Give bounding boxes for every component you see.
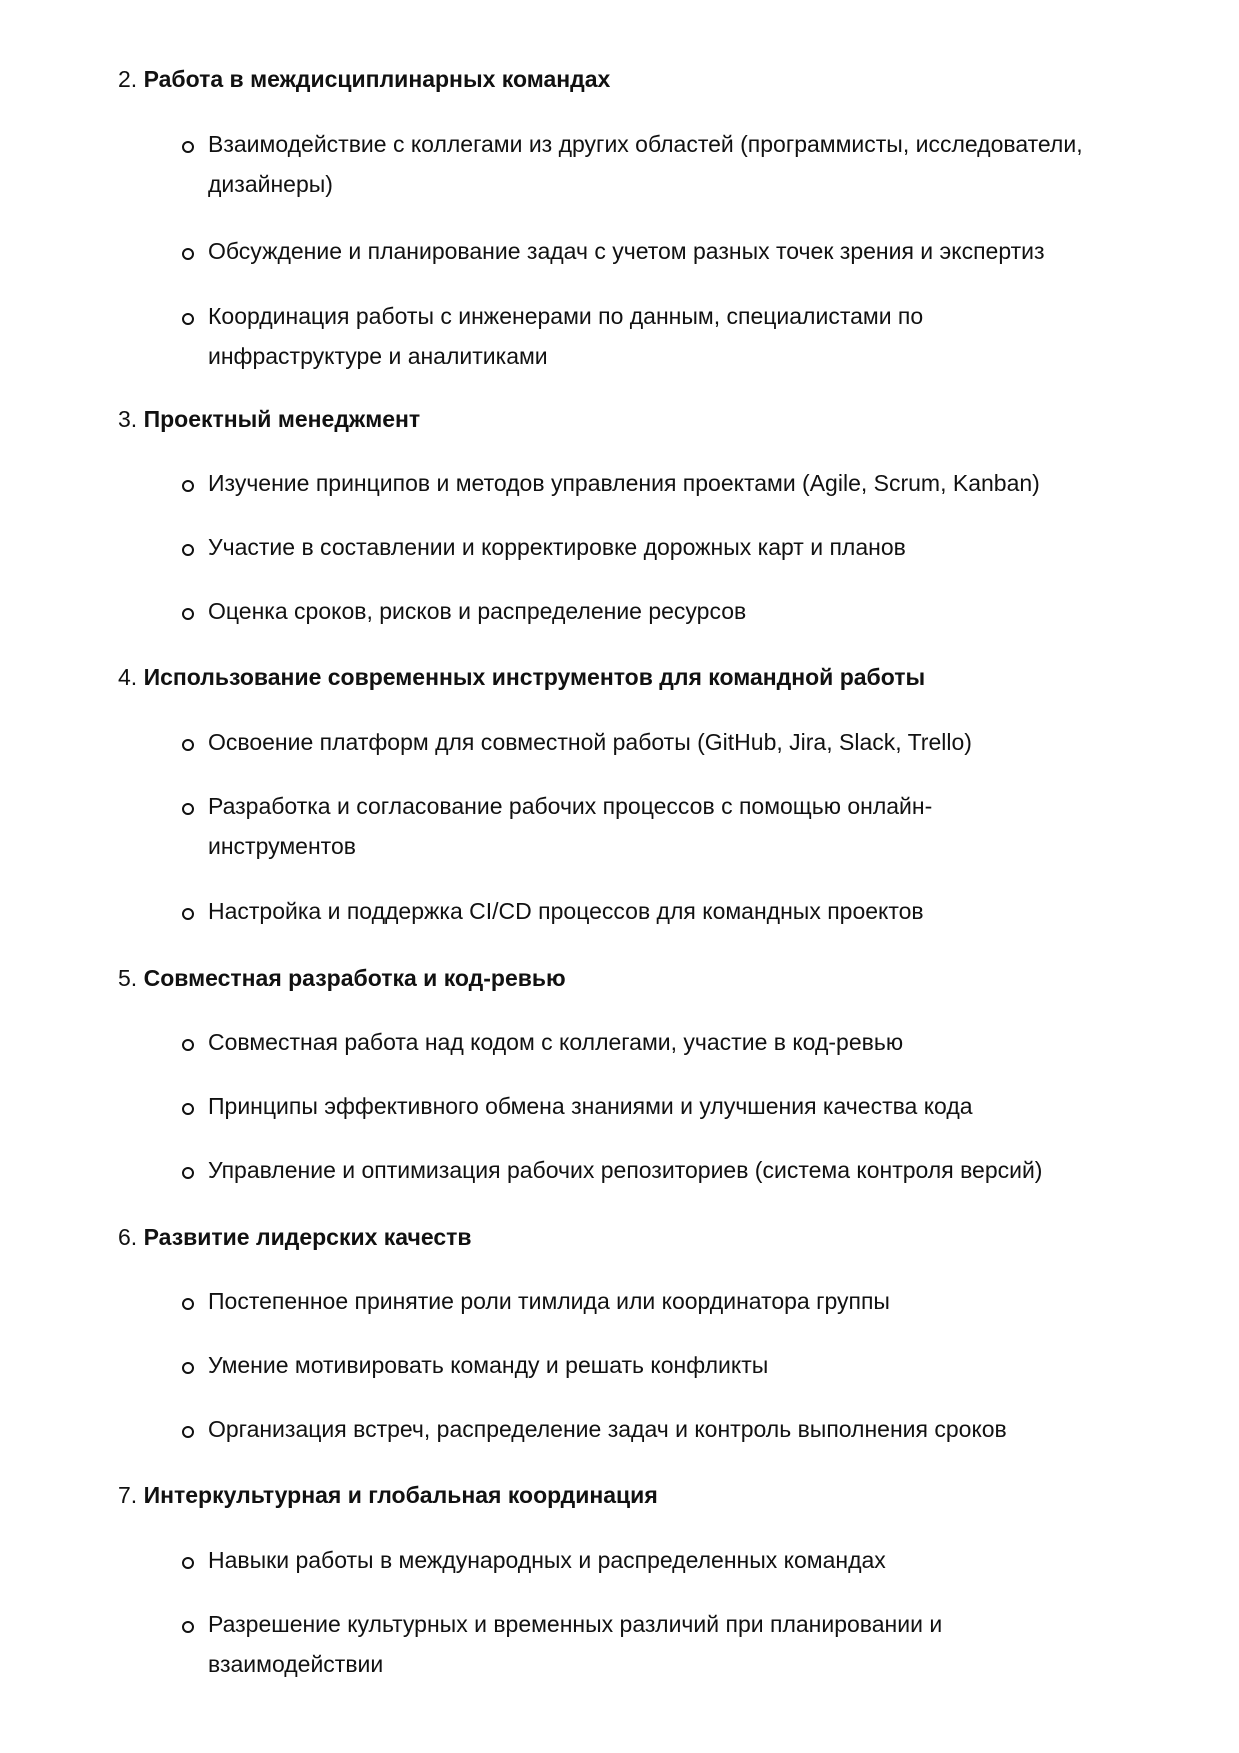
- hollow-bullet-icon: [180, 245, 196, 261]
- hollow-bullet-icon: [180, 1359, 196, 1375]
- list-item: [208, 786, 1168, 866]
- section-heading: [118, 404, 420, 434]
- list-item-line: Разрешение культурных и временных различий при планировании и: [208, 1611, 943, 1637]
- list-item-line: Изучение принципов и методов управления проектами (Agile, Scrum, Kanban): [208, 470, 1040, 496]
- list-item: [208, 1281, 1168, 1321]
- list-item-line: дизайнеры): [208, 171, 333, 197]
- list-item-line: инструментов: [208, 833, 356, 859]
- hollow-bullet-icon: [180, 1554, 196, 1570]
- section-heading: [118, 1222, 472, 1252]
- section-number: 2.: [118, 66, 138, 92]
- hollow-bullet-icon: [180, 310, 196, 326]
- list-item: [208, 527, 1168, 567]
- list-item: [208, 1022, 1168, 1062]
- hollow-bullet-icon: [180, 1100, 196, 1116]
- list-item-line: Обсуждение и планирование задач с учетом разных точек зрения и экспертиз: [208, 238, 1045, 264]
- hollow-bullet-icon: [180, 477, 196, 493]
- list-item-line: Настройка и поддержка CI/CD процессов для командных проектов: [208, 898, 924, 924]
- hollow-bullet-icon: [180, 1295, 196, 1311]
- section-number: 3.: [118, 406, 138, 432]
- list-item-line: Умение мотивировать команду и решать конфликты: [208, 1352, 769, 1378]
- list-item: [208, 1540, 1168, 1580]
- section-title: Интеркультурная и глобальная координация: [143, 1482, 658, 1508]
- hollow-bullet-icon: [180, 605, 196, 621]
- list-item-line: Участие в составлении и корректировке дорожных карт и планов: [208, 534, 906, 560]
- section-heading: [118, 662, 925, 692]
- hollow-bullet-icon: [180, 800, 196, 816]
- hollow-bullet-icon: [180, 905, 196, 921]
- list-item-line: Освоение платформ для совместной работы (GitHub, Jira, Slack, Trello): [208, 729, 972, 755]
- list-item-line: Управление и оптимизация рабочих репозиториев (система контроля версий): [208, 1157, 1043, 1183]
- section-title: Развитие лидерских качеств: [143, 1224, 472, 1250]
- list-item: [208, 463, 1168, 503]
- list-item-line: Координация работы с инженерами по данным, специалистами по: [208, 303, 924, 329]
- list-item: [208, 231, 1168, 271]
- list-item: [208, 1345, 1168, 1385]
- list-item: [208, 722, 1168, 762]
- list-item-line: Совместная работа над кодом с коллегами, участие в код-ревью: [208, 1029, 904, 1055]
- section-number: 6.: [118, 1224, 138, 1250]
- section-number: 7.: [118, 1482, 138, 1508]
- hollow-bullet-icon: [180, 1618, 196, 1634]
- hollow-bullet-icon: [180, 736, 196, 752]
- section-title: Использование современных инструментов для командной работы: [143, 664, 926, 690]
- section-heading: [118, 64, 610, 94]
- section-number: 4.: [118, 664, 138, 690]
- section-heading: [118, 1480, 658, 1510]
- list-item-line: взаимодействии: [208, 1651, 384, 1677]
- list-item-line: инфраструктуре и аналитиками: [208, 343, 548, 369]
- hollow-bullet-icon: [180, 541, 196, 557]
- hollow-bullet-icon: [180, 138, 196, 154]
- list-item: [208, 591, 1168, 631]
- list-item-line: Навыки работы в международных и распределенных командах: [208, 1547, 886, 1573]
- list-item: [208, 891, 1168, 931]
- section-heading: [118, 963, 566, 993]
- list-item: [208, 1604, 1168, 1684]
- list-item: [208, 296, 1168, 376]
- section-number: 5.: [118, 965, 138, 991]
- list-item: [208, 1086, 1168, 1126]
- list-item: [208, 124, 1168, 204]
- list-item: [208, 1409, 1168, 1449]
- section-title: Работа в междисциплинарных командах: [143, 66, 611, 92]
- hollow-bullet-icon: [180, 1423, 196, 1439]
- list-item-line: Организация встреч, распределение задач и контроль выполнения сроков: [208, 1416, 1007, 1442]
- section-title: Проектный менеджмент: [143, 406, 421, 432]
- hollow-bullet-icon: [180, 1164, 196, 1180]
- list-item-line: Принципы эффективного обмена знаниями и улучшения качества кода: [208, 1093, 973, 1119]
- list-item-line: Оценка сроков, рисков и распределение ресурсов: [208, 598, 747, 624]
- list-item-line: Разработка и согласование рабочих процессов с помощью онлайн-: [208, 793, 933, 819]
- list-item-line: Взаимодействие с коллегами из других областей (программисты, исследователи,: [208, 131, 1083, 157]
- list-item-line: Постепенное принятие роли тимлида или координатора группы: [208, 1288, 890, 1314]
- hollow-bullet-icon: [180, 1036, 196, 1052]
- list-item: [208, 1150, 1168, 1190]
- section-title: Совместная разработка и код-ревью: [143, 965, 566, 991]
